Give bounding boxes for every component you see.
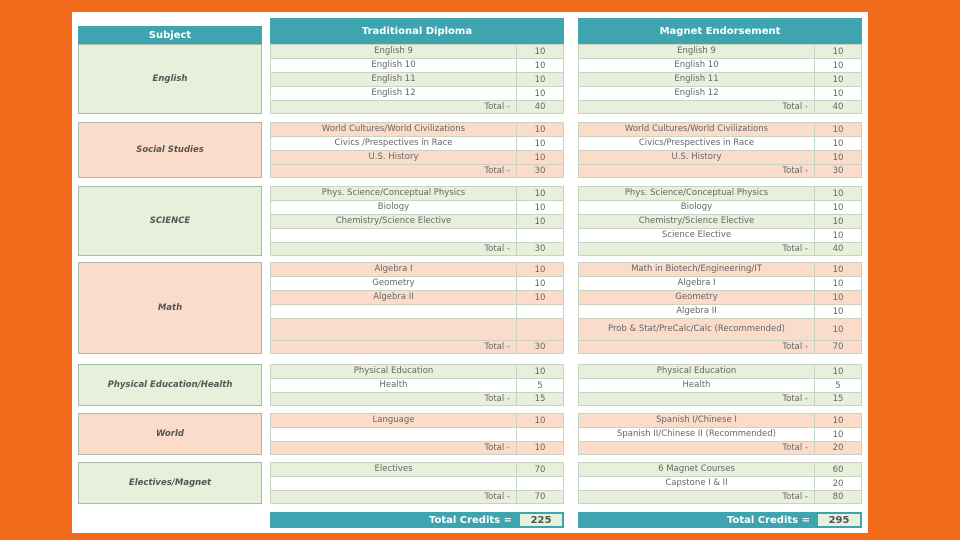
course-name: Physical Education [270, 364, 517, 378]
total-credits-label: Total Credits = [726, 514, 810, 526]
mag-course-row [578, 378, 862, 392]
mag-course-row [578, 276, 862, 290]
subject-cell-3: Math [78, 262, 262, 354]
subject-cell-1: Social Studies [78, 122, 262, 178]
course-name: U.S. History [270, 150, 517, 164]
course-name: Geometry [578, 290, 815, 304]
trad-course-row [270, 86, 564, 100]
course-name: Biology [270, 200, 517, 214]
total-credits: 40 [815, 242, 862, 256]
mag-course-row [578, 441, 862, 455]
total-label: Total - [270, 441, 517, 455]
course-name: English 9 [270, 44, 517, 58]
mag-course-row [578, 262, 862, 276]
course-name: Civics /Prespectives in Race [270, 136, 517, 150]
course-name: Phys. Science/Conceptual Physics [270, 186, 517, 200]
course-credits: 10 [815, 262, 862, 276]
course-name: English 9 [578, 44, 815, 58]
course-name: English 12 [578, 86, 815, 100]
trad-course-row [270, 441, 564, 455]
subject-header: Subject [78, 26, 262, 44]
trad-course-row [270, 340, 564, 354]
course-name: Algebra I [578, 276, 815, 290]
course-credits: 10 [815, 290, 862, 304]
course-credits: 10 [517, 150, 564, 164]
course-name: Algebra I [270, 262, 517, 276]
course-name [270, 228, 517, 242]
total-credits: 30 [517, 242, 564, 256]
course-name: Health [578, 378, 815, 392]
trad-course-row [270, 186, 564, 200]
total-credits: 30 [517, 164, 564, 178]
course-credits: 10 [517, 413, 564, 427]
course-credits: 70 [517, 462, 564, 476]
mag-course-row [578, 490, 862, 504]
course-credits [517, 318, 564, 340]
mag-course-row [578, 44, 862, 58]
course-name: Chemistry/Science Elective [270, 214, 517, 228]
course-name [270, 318, 517, 340]
mag-course-row [578, 427, 862, 441]
trad-course-row [270, 242, 564, 256]
course-name: English 11 [270, 72, 517, 86]
course-name: Algebra II [270, 290, 517, 304]
mag-course-row [578, 100, 862, 114]
total-label: Total - [270, 164, 517, 178]
mag-course-row [578, 476, 862, 490]
course-name: 6 Magnet Courses [578, 462, 815, 476]
course-credits: 10 [517, 86, 564, 100]
total-credits-value: 295 [816, 512, 862, 528]
course-credits: 10 [815, 413, 862, 427]
course-name: Math in Biotech/Engineering/IT [578, 262, 815, 276]
subject-cell-5: World [78, 413, 262, 455]
total-credits: 70 [517, 490, 564, 504]
total-label: Total - [578, 490, 815, 504]
subject-cell-0: English [78, 44, 262, 114]
mag-course-row [578, 122, 862, 136]
trad-course-row [270, 364, 564, 378]
course-name: Health [270, 378, 517, 392]
course-name: Physical Education [578, 364, 815, 378]
mag-course-row [578, 200, 862, 214]
course-credits: 10 [517, 262, 564, 276]
course-name: World Cultures/World Civilizations [578, 122, 815, 136]
total-label: Total - [578, 392, 815, 406]
trad-course-row [270, 462, 564, 476]
course-name: Chemistry/Science Elective [578, 214, 815, 228]
mag-course-row [578, 72, 862, 86]
course-credits: 10 [815, 122, 862, 136]
total-credits-value: 225 [518, 512, 564, 528]
total-label: Total - [270, 242, 517, 256]
subject-cell-6: Electives/Magnet [78, 462, 262, 504]
course-credits [517, 228, 564, 242]
course-credits: 5 [815, 378, 862, 392]
trad-course-row [270, 150, 564, 164]
total-credits: 30 [517, 340, 564, 354]
course-credits [517, 304, 564, 318]
total-label: Total - [270, 100, 517, 114]
total-label: Total - [270, 392, 517, 406]
course-credits: 10 [517, 290, 564, 304]
trad-course-row [270, 262, 564, 276]
course-credits: 10 [815, 58, 862, 72]
course-credits: 20 [815, 476, 862, 490]
course-name: Geometry [270, 276, 517, 290]
trad-course-row [270, 304, 564, 318]
total-credits: 20 [815, 441, 862, 455]
course-credits [517, 427, 564, 441]
course-name: English 10 [270, 58, 517, 72]
mag-course-row [578, 242, 862, 256]
trad-course-row [270, 44, 564, 58]
magnet-endorsement-header: Magnet Endorsement [578, 18, 862, 44]
course-credits: 10 [815, 364, 862, 378]
mag-course-row [578, 364, 862, 378]
course-name: Science Elective [578, 228, 815, 242]
mag-course-row [578, 340, 862, 354]
trad-course-row [270, 164, 564, 178]
course-name: Spanish II/Chinese II (Recommended) [578, 427, 815, 441]
total-credits-label: Total Credits = [428, 514, 512, 526]
mag-course-row [578, 392, 862, 406]
course-credits: 10 [517, 122, 564, 136]
course-credits: 10 [815, 186, 862, 200]
course-credits: 10 [517, 44, 564, 58]
course-name: U.S. History [578, 150, 815, 164]
total-credits: 40 [517, 100, 564, 114]
total-label: Total - [578, 242, 815, 256]
total-label: Total - [578, 340, 815, 354]
total-credits: 80 [815, 490, 862, 504]
total-credits: 30 [815, 164, 862, 178]
course-credits: 10 [815, 150, 862, 164]
trad-course-row [270, 136, 564, 150]
mag-course-row [578, 150, 862, 164]
course-credits: 60 [815, 462, 862, 476]
course-credits: 10 [517, 214, 564, 228]
total-credits: 15 [815, 392, 862, 406]
course-credits: 10 [815, 86, 862, 100]
trad-course-row [270, 200, 564, 214]
course-credits: 10 [815, 228, 862, 242]
trad-course-row [270, 378, 564, 392]
course-credits: 10 [815, 44, 862, 58]
course-name [270, 476, 517, 490]
course-credits: 10 [815, 200, 862, 214]
trad-course-row [270, 276, 564, 290]
total-credits: 10 [517, 441, 564, 455]
subject-cell-2: SCIENCE [78, 186, 262, 256]
trad-course-row [270, 427, 564, 441]
trad-course-row [270, 100, 564, 114]
trad-course-row [270, 413, 564, 427]
course-credits: 10 [815, 276, 862, 290]
course-credits: 10 [815, 72, 862, 86]
mag-course-row [578, 413, 862, 427]
mag-course-row [578, 86, 862, 100]
trad-course-row [270, 476, 564, 490]
mag-course-row [578, 462, 862, 476]
course-credits: 10 [517, 364, 564, 378]
mag-course-row [578, 304, 862, 318]
course-credits: 10 [517, 186, 564, 200]
course-name [270, 427, 517, 441]
trad-course-row [270, 58, 564, 72]
magnet-total-credits [578, 512, 862, 528]
traditional-total-credits [270, 512, 564, 528]
total-credits: 15 [517, 392, 564, 406]
course-name: Electives [270, 462, 517, 476]
course-name: Civics/Prespectives in Race [578, 136, 815, 150]
total-label: Total - [270, 490, 517, 504]
course-credits [517, 476, 564, 490]
mag-course-row [578, 290, 862, 304]
course-credits: 10 [815, 136, 862, 150]
course-name: Spanish I/Chinese I [578, 413, 815, 427]
total-label: Total - [578, 100, 815, 114]
trad-course-row [270, 122, 564, 136]
course-credits: 10 [517, 58, 564, 72]
trad-course-row [270, 392, 564, 406]
total-label: Total - [270, 340, 517, 354]
total-credits: 70 [815, 340, 862, 354]
mag-course-row [578, 186, 862, 200]
total-label: Total - [578, 164, 815, 178]
course-name: Biology [578, 200, 815, 214]
course-name: English 12 [270, 86, 517, 100]
mag-course-row [578, 136, 862, 150]
trad-course-row [270, 72, 564, 86]
course-name: Phys. Science/Conceptual Physics [578, 186, 815, 200]
course-credits: 10 [815, 304, 862, 318]
course-name: Prob & Stat/PreCalc/Calc (Recommended) [578, 318, 815, 340]
trad-course-row [270, 290, 564, 304]
course-credits: 10 [815, 318, 862, 340]
course-name: Algebra II [578, 304, 815, 318]
course-credits: 5 [517, 378, 564, 392]
mag-course-row [578, 228, 862, 242]
trad-course-row [270, 490, 564, 504]
mag-course-row [578, 214, 862, 228]
course-name: Capstone I & II [578, 476, 815, 490]
total-credits: 40 [815, 100, 862, 114]
course-name: Language [270, 413, 517, 427]
trad-course-row [270, 214, 564, 228]
course-name: World Cultures/World Civilizations [270, 122, 517, 136]
course-credits: 10 [517, 72, 564, 86]
course-credits: 10 [517, 136, 564, 150]
course-credits: 10 [517, 276, 564, 290]
trad-course-row [270, 228, 564, 242]
course-credits: 10 [815, 427, 862, 441]
course-credits: 10 [517, 200, 564, 214]
trad-course-row [270, 318, 564, 340]
mag-course-row [578, 58, 862, 72]
mag-course-row [578, 164, 862, 178]
course-name: English 10 [578, 58, 815, 72]
mag-course-row [578, 318, 862, 340]
course-credits: 10 [815, 214, 862, 228]
total-label: Total - [578, 441, 815, 455]
course-name: English 11 [578, 72, 815, 86]
traditional-diploma-header: Traditional Diploma [270, 18, 564, 44]
course-name [270, 304, 517, 318]
subject-cell-4: Physical Education/Health [78, 364, 262, 406]
graduation-requirements-panel [72, 12, 868, 533]
